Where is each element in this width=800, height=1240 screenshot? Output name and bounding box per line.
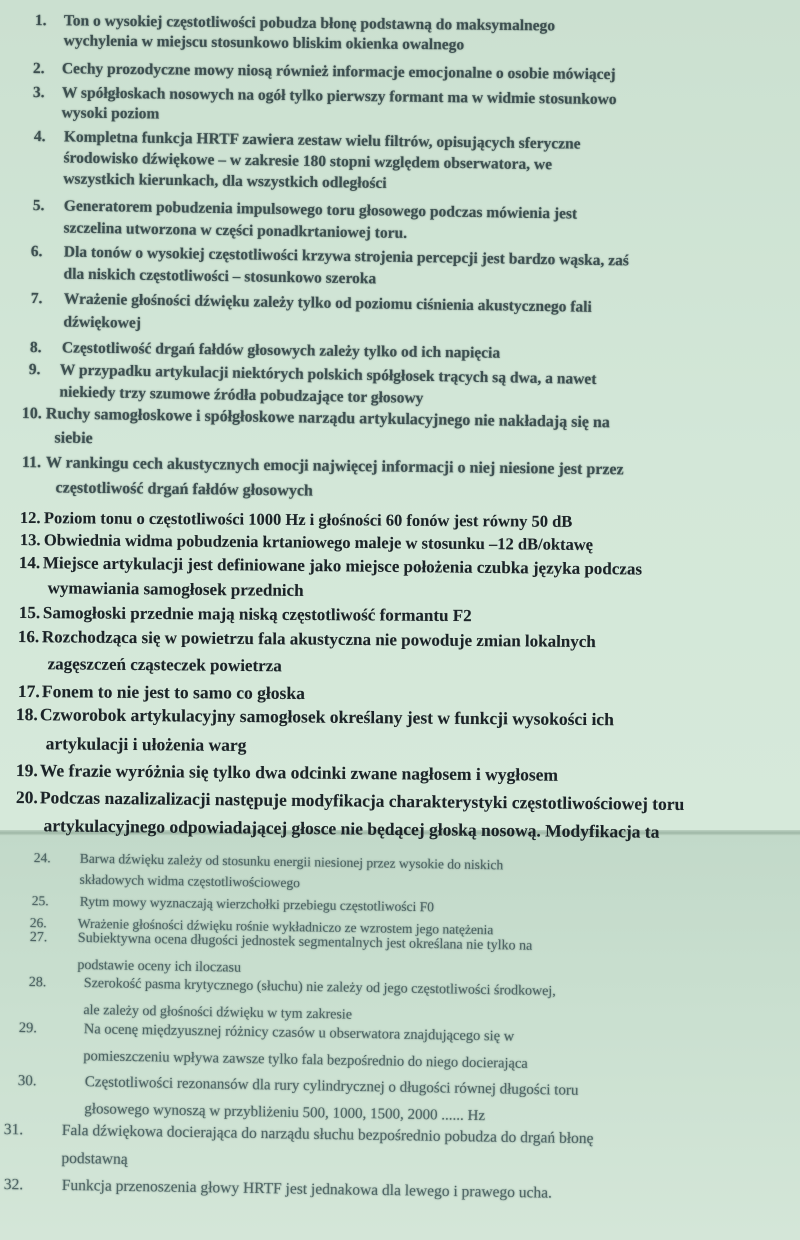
question-text-line: dźwiękowej	[63, 313, 142, 332]
question-number: 29.	[18, 1020, 38, 1037]
question-text-line: wysoki poziom	[61, 104, 160, 123]
question-text-line: Czworobok artykulacyjny samogłosek określany jest w funkcji wysokości ich	[39, 704, 614, 730]
question-number: 20.	[15, 787, 38, 808]
question-text-line: Rozchodząca się w powietrzu fala akustyczna nie powoduje zmian lokalnych	[41, 627, 596, 652]
question-number: 9.	[28, 361, 41, 379]
question-number: 11.	[21, 454, 42, 472]
question-number: 26.	[29, 915, 47, 931]
question-number: 25.	[31, 893, 49, 909]
question-text-line: Na ocenę międzyusznej różnicy czasów u obserwatora znajdującego się w	[83, 1021, 515, 1045]
question-text-line: wszystkich kierunkach, dla wszystkich odległości	[63, 170, 387, 192]
question-text-line: niekiedy trzy szumowe źródła pobudzające tor głosowy	[59, 383, 424, 407]
question-number: 7.	[30, 290, 43, 308]
question-text-line: Kompletna funkcja HRTF zawiera zestaw wielu filtrów, opisujących sferyczne	[63, 128, 581, 153]
question-text-line: częstotliwość drgań fałdów głosowych	[55, 479, 313, 500]
question-number: 5.	[32, 197, 45, 215]
question-text-line: wymawiania samogłosek przednich	[47, 578, 304, 600]
question-number: 6.	[30, 243, 43, 261]
question-text-line: Poziom tonu o częstotliwości 1000 Hz i głośności 60 fonów jest równy 50 dB	[43, 508, 573, 531]
question-text-line: Samogłoski przednie mają niską częstotliwość formantu F2	[42, 603, 472, 626]
question-text-line: Barwa dźwięku zależy od stosunku energii niesionej przez wysokie do niskich	[79, 850, 504, 873]
question-text-line: szczelina utworzona w części ponadkrtaniowej toru.	[63, 219, 408, 242]
question-text-line: Fonem to nie jest to samo co głoska	[41, 681, 305, 704]
question-number: 18.	[15, 704, 38, 725]
question-text-line: W rankingu cech akustycznych emocji najwięcej informacji o niej niesione jest przez	[45, 454, 624, 479]
question-text-line: W przypadku artykulacji niektórych polskich spółgłosek trących są dwa, a nawet	[59, 361, 597, 388]
question-text-line: podstawną	[61, 1149, 128, 1168]
question-text-line: Szerokość pasma krytycznego (słuchu) nie zależy od jego częstotliwości środkowej,	[83, 975, 556, 1000]
question-number: 30.	[17, 1073, 37, 1090]
question-text-line: Subiektywna ocena długości jednostek segmentalnych jest określana nie tylko na	[77, 930, 533, 954]
question-number: 19.	[15, 760, 38, 781]
question-text-line: Częstotliwości rezonansów dla rury cylindrycznej o długości równej długości toru	[84, 1074, 579, 1099]
question-number: 12.	[19, 508, 41, 528]
question-text-line: Obwiednia widma pobudzenia krtaniowego maleje w stosunku –12 dB/oktawę	[43, 530, 594, 555]
question-number: 2.	[32, 60, 45, 78]
question-number: 14.	[18, 553, 41, 573]
question-text-line: pomieszczeniu wpływa zawsze tylko fala bezpośrednio do niego docierająca	[83, 1048, 528, 1072]
question-number: 10.	[21, 405, 42, 423]
question-text-line: We frazie wyróżnia się tylko dwa odcinki zwane nagłosem i wygłosem	[39, 760, 559, 785]
question-text-line: Generatorem pobudzenia impulsowego toru głosowego podczas mówienia jest	[63, 197, 578, 223]
question-text-line: wychylenia w miejscu stosunkowo bliskim okienka owalnego	[63, 32, 465, 54]
question-text-line: Ruchy samogłoskowe i spółgłoskowe narządu artykulacyjnego nie nakładają się na	[45, 405, 610, 432]
question-number: 1.	[34, 12, 47, 30]
question-number: 13.	[19, 530, 41, 550]
question-text-line: składowych widma częstotliwościowego	[79, 871, 301, 891]
question-text-line: Rytm mowy wyznaczają wierzchołki przebiegu częstotliwości F0	[79, 893, 435, 915]
question-text-line: Podczas nazalizalizacji następuje modyfikacja charakterystyki częstotliwościowej toru	[39, 787, 685, 814]
question-text-line: W spółgłoskach nosowych na ogół tylko pierwszy formant ma w widmie stosunkowo	[61, 84, 617, 109]
question-number: 24.	[33, 850, 51, 866]
question-text-line: Wrażenie głośności dźwięku zależy tylko od poziomu ciśnienia akustycznego fali	[63, 290, 592, 316]
question-text-line: dla niskich częstotliwości – stosunkowo szeroka	[63, 265, 377, 288]
question-text-line: Miejsce artykulacji jest definiowane jako miejsce położenia czubka języka podczas	[42, 553, 643, 579]
question-text-line: ale zależy od głośności dźwięku w tym zakresie	[83, 1002, 353, 1023]
question-text-line: artykulacyjnego odpowiadającej głosce nie będącej głoską nosową. Modyfikacja ta	[43, 815, 660, 842]
question-text-line: Częstotliwość drgań fałdów głosowych zależy tylko od ich napięcia	[61, 339, 501, 362]
question-text-line: Dla tonów o wysokiej częstotliwości krzywa strojenia percepcji jest bardzo wąska, zaś	[63, 243, 630, 270]
question-number: 8.	[29, 339, 42, 357]
question-number: 28.	[28, 975, 47, 991]
question-text-line: Cechy prozodyczne mowy niosą również informacje emocjonalne o osobie mówiącej	[61, 60, 616, 84]
question-text-line: Funkcja przenoszenia głowy HRTF jest jednakowa dla lewego i prawego ucha.	[61, 1176, 553, 1202]
question-text-line: Wrażenie głośności dźwięku rośnie wykładniczo ze wzrostem jego natężenia	[77, 915, 494, 938]
question-text-line: siebie	[54, 429, 93, 448]
question-number: 32.	[3, 1176, 24, 1194]
question-text-line: podstawie oceny ich iloczasu	[77, 957, 242, 976]
question-text-line: Fala dźwiękowa docierająca do narządu słuchu bezpośrednio pobudza do drgań błonę	[61, 1121, 594, 1148]
question-text-line: zagęszczeń cząsteczek powietrza	[47, 654, 282, 676]
question-text-line: środowisko dźwiękowe – w zakresie 180 stopni względem obserwatora, we	[63, 149, 553, 174]
question-number: 16.	[17, 627, 40, 647]
question-text-line: głosowego wynoszą w przybliżeniu 500, 1000, 1500, 2000 ...... Hz	[84, 1101, 486, 1125]
question-number: 15.	[18, 603, 41, 623]
question-text-line: artykulacji i ułożenia warg	[45, 733, 247, 756]
question-number: 17.	[17, 681, 40, 702]
question-text-line: Ton o wysokiej częstotliwości pobudza błonę podstawną do maksymalnego	[63, 12, 556, 35]
question-number: 3.	[32, 84, 45, 102]
question-number: 31.	[3, 1121, 24, 1139]
question-number: 27.	[29, 930, 48, 946]
question-number: 4.	[33, 128, 46, 146]
